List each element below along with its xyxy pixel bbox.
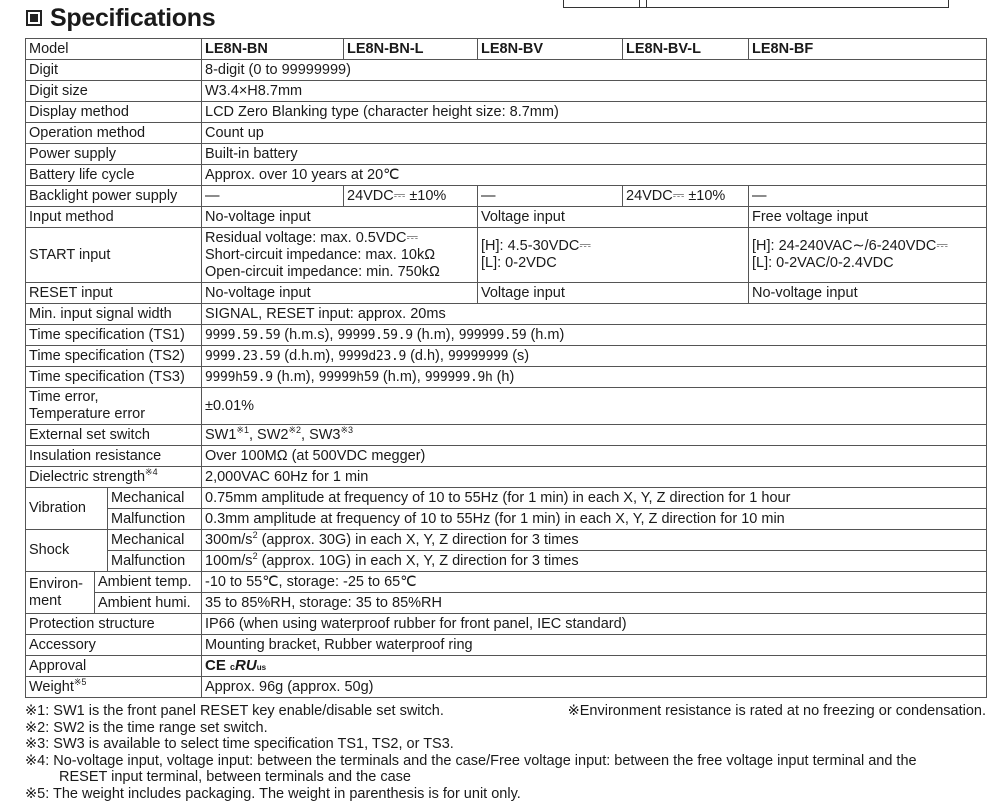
unit-text: (h) (492, 368, 515, 385)
table-row-start-input (26, 228, 987, 283)
table-row-insulation (26, 446, 987, 467)
row-label: Time specification (TS2) (26, 346, 202, 367)
table-row-weight (26, 677, 987, 698)
value-text: 300m/s (205, 531, 253, 548)
table-row-power-supply (26, 144, 987, 165)
row-value (202, 425, 987, 446)
row-label (26, 388, 202, 425)
section-title-text: Specifications (50, 3, 216, 32)
model-header: LE8N-BV (478, 39, 623, 60)
table-row-operation-method (26, 123, 987, 144)
row-value: 0.3mm amplitude at frequency of 10 to 55Hz (for 1 min) in each X, Y, Z direction for 10 min (202, 509, 987, 530)
footnote-5: ※5: The weight includes packaging. The weight in parenthesis is for unit only. (25, 785, 521, 802)
unit-text: (s) (508, 347, 530, 364)
lcd-digits: 99999999 (447, 348, 509, 364)
start-bv-line: [H]: 4.5-30VDC⎓ (481, 238, 591, 254)
input-method-bf: Free voltage input (749, 207, 987, 228)
row-value: 35 to 85%RH, storage: 35 to 85%RH (202, 593, 987, 614)
ce-mark-icon: CE (205, 656, 226, 674)
sub-label: Ambient temp. (95, 572, 202, 593)
label-line: Time error, (29, 389, 99, 405)
row-label: Time specification (TS3) (26, 367, 202, 388)
row-value (202, 346, 987, 367)
row-value: ±0.01% (202, 388, 987, 425)
label-line: ment (29, 592, 62, 609)
start-input-bn (202, 228, 478, 283)
lcd-digits: 99999h59 (318, 369, 379, 385)
row-value: W3.4×H8.7mm (202, 81, 987, 102)
superscript: 2 (252, 550, 258, 561)
start-bn-line: Residual voltage: max. 0.5VDC⎓ (205, 229, 419, 246)
row-label: Model (26, 39, 202, 60)
table-row-env-temp (26, 572, 987, 593)
row-label: START input (26, 228, 202, 283)
row-label: Min. input signal width (26, 304, 202, 325)
row-value (202, 551, 987, 572)
unit-text: (d.h), (406, 347, 448, 364)
table-row-ts2 (26, 346, 987, 367)
table-row-reset-input (26, 283, 987, 304)
row-value: Mounting bracket, Rubber waterproof ring (202, 635, 987, 656)
table-row-input-method (26, 207, 987, 228)
table-row-protection (26, 614, 987, 635)
row-label (26, 572, 95, 614)
row-value: IP66 (when using waterproof rubber for front panel, IEC standard) (202, 614, 987, 635)
row-value (202, 367, 987, 388)
row-value: -10 to 55℃, storage: -25 to 65℃ (202, 572, 987, 593)
table-row-min-signal (26, 304, 987, 325)
label-text: Dielectric strength (29, 468, 146, 485)
start-bv-line: [L]: 0-2VDC (481, 255, 557, 271)
row-label: Insulation resistance (26, 446, 202, 467)
start-bf-line: [L]: 0-2VAC/0-2.4VDC (752, 255, 894, 271)
table-row-ext-switch (26, 425, 987, 446)
row-label: Input method (26, 207, 202, 228)
row-value: Approx. 96g (approx. 50g) (202, 677, 987, 698)
row-label: Protection structure (26, 614, 202, 635)
table-row-ts3 (26, 367, 987, 388)
row-value: LCD Zero Blanking type (character height size: 8.7mm) (202, 102, 987, 123)
footnote-mark: ※2 (288, 424, 301, 435)
previous-table-edge (563, 0, 949, 8)
row-value: 0.75mm amplitude at frequency of 10 to 55Hz (for 1 min) in each X, Y, Z direction for 1 hour (202, 488, 987, 509)
approval-logos (205, 657, 266, 674)
label-line: Environ- (29, 575, 83, 592)
value-text: (approx. 10G) in each X, Y, Z direction for 3 times (257, 552, 579, 569)
table-row-model (26, 39, 987, 60)
table-row-backlight (26, 186, 987, 207)
row-label: Power supply (26, 144, 202, 165)
label-text: Weight (29, 678, 74, 695)
table-row-vibration-mech (26, 488, 987, 509)
row-label: Accessory (26, 635, 202, 656)
label-line: Temperature error (29, 406, 146, 422)
start-bn-line: Short-circuit impedance: max. 10kΩ (205, 246, 436, 263)
row-value: Over 100MΩ (at 500VDC megger) (202, 446, 987, 467)
footnote-mark: ※1 (236, 424, 249, 435)
table-row-env-humi (26, 593, 987, 614)
lcd-digits: 9999.23.59 (205, 348, 281, 364)
input-method-bn: No-voltage input (202, 207, 478, 228)
backlight-bv-l: 24VDC⎓ ±10% (623, 186, 749, 207)
superscript: 2 (252, 529, 258, 540)
lcd-digits: 999999.9h (424, 369, 493, 385)
backlight-bn: — (202, 186, 344, 207)
row-label: RESET input (26, 283, 202, 304)
us-mark: us (256, 662, 267, 672)
start-input-bf (749, 228, 987, 283)
switch-name: SW1 (205, 426, 237, 443)
row-label: Battery life cycle (26, 165, 202, 186)
unit-text: (d.h.m), (280, 347, 339, 364)
model-header: LE8N-BV-L (623, 39, 749, 60)
lcd-digits: 9999.59.59 (205, 327, 281, 343)
row-value: 8-digit (0 to 99999999) (202, 60, 987, 81)
table-row-time-error (26, 388, 987, 425)
row-value: Built-in battery (202, 144, 987, 165)
value-text: 100m/s (205, 552, 253, 569)
lcd-digits: 9999h59.9 (205, 369, 273, 385)
table-row-dielectric (26, 467, 987, 488)
separator: , (301, 426, 310, 443)
footnotes (25, 703, 986, 803)
unit-text: (h.m), (412, 326, 459, 343)
table-row-accessory (26, 635, 987, 656)
start-input-bv (478, 228, 749, 283)
table-row-shock-mech (26, 530, 987, 551)
footnote-1: ※1: SW1 is the front panel RESET key enable/disable set switch. (25, 703, 444, 719)
row-label (26, 677, 202, 698)
table-row-battery-life (26, 165, 987, 186)
backlight-bv: — (478, 186, 623, 207)
row-label: Digit size (26, 81, 202, 102)
table-row-ts1 (26, 325, 987, 346)
unit-text: (h.m), (272, 368, 319, 385)
model-header: LE8N-BN (202, 39, 344, 60)
square-bullet-icon (26, 10, 42, 26)
lcd-digits: 99999.59.9 (337, 327, 413, 343)
row-label: Shock (26, 530, 108, 572)
row-value (202, 325, 987, 346)
row-label: Digit (26, 60, 202, 81)
input-method-bv: Voltage input (478, 207, 749, 228)
section-title (26, 3, 215, 33)
lcd-digits: 999999.59 (458, 327, 527, 343)
row-label (26, 467, 202, 488)
footnote-3: ※3: SW3 is available to select time specification TS1, TS2, or TS3. (25, 736, 454, 753)
start-bn-line: Open-circuit impedance: min. 750kΩ (205, 263, 440, 280)
row-label: Backlight power supply (26, 186, 202, 207)
row-value: 2,000VAC 60Hz for 1 min (202, 467, 987, 488)
row-value: SIGNAL, RESET input: approx. 20ms (202, 304, 987, 325)
row-value (202, 656, 987, 677)
unit-text: (h.m) (526, 326, 565, 343)
row-value (202, 530, 987, 551)
row-label: Approval (26, 656, 202, 677)
unit-text: (h.m.s), (280, 326, 338, 343)
sub-label: Malfunction (108, 551, 202, 572)
reset-input-bn: No-voltage input (202, 283, 478, 304)
footnote-mark: ※5 (73, 676, 87, 687)
sub-label: Mechanical (108, 488, 202, 509)
row-label: Time specification (TS1) (26, 325, 202, 346)
c-mark: c (230, 661, 236, 672)
footnote-2: ※2: SW2 is the time range set switch. (25, 719, 268, 736)
environment-note: ※Environment resistance is rated at no freezing or condensation. (567, 703, 986, 719)
footnote-4-cont: RESET input terminal, between terminals and the case (59, 769, 411, 786)
lcd-digits: 9999d23.9 (338, 348, 407, 364)
footnote-4: ※4: No-voltage input, voltage input: between the terminals and the case/Free voltage input: between the free voltage input terminal and the (25, 752, 917, 769)
row-label: External set switch (26, 425, 202, 446)
backlight-bf: — (749, 186, 987, 207)
row-label: Operation method (26, 123, 202, 144)
unit-text: (h.m), (378, 368, 425, 385)
value-text: (approx. 30G) in each X, Y, Z direction for 3 times (257, 531, 579, 548)
backlight-bn-l: 24VDC⎓ ±10% (344, 186, 478, 207)
model-header: LE8N-BF (749, 39, 987, 60)
table-row-approval (26, 656, 987, 677)
footnote-mark: ※3 (340, 424, 354, 435)
model-header: LE8N-BN-L (344, 39, 478, 60)
row-label: Vibration (26, 488, 108, 530)
table-row-digit (26, 60, 987, 81)
reset-input-bv: Voltage input (478, 283, 749, 304)
row-value: Approx. over 10 years at 20℃ (202, 165, 987, 186)
specifications-table (25, 38, 987, 698)
footnote-mark: ※4 (145, 466, 158, 477)
sub-label: Malfunction (108, 509, 202, 530)
row-value: Count up (202, 123, 987, 144)
table-row-digit-size (26, 81, 987, 102)
row-label: Display method (26, 102, 202, 123)
table-row-display-method (26, 102, 987, 123)
reset-input-bf: No-voltage input (749, 283, 987, 304)
ul-mark-icon: RU (235, 656, 257, 674)
separator: , (248, 426, 258, 443)
sub-label: Mechanical (108, 530, 202, 551)
switch-name: SW3 (309, 426, 341, 443)
start-bf-line: [H]: 24-240VAC∼/6-240VDC⎓ (752, 238, 948, 254)
table-row-vibration-malf (26, 509, 987, 530)
switch-name: SW2 (257, 426, 289, 443)
sub-label: Ambient humi. (95, 593, 202, 614)
table-row-shock-malf (26, 551, 987, 572)
